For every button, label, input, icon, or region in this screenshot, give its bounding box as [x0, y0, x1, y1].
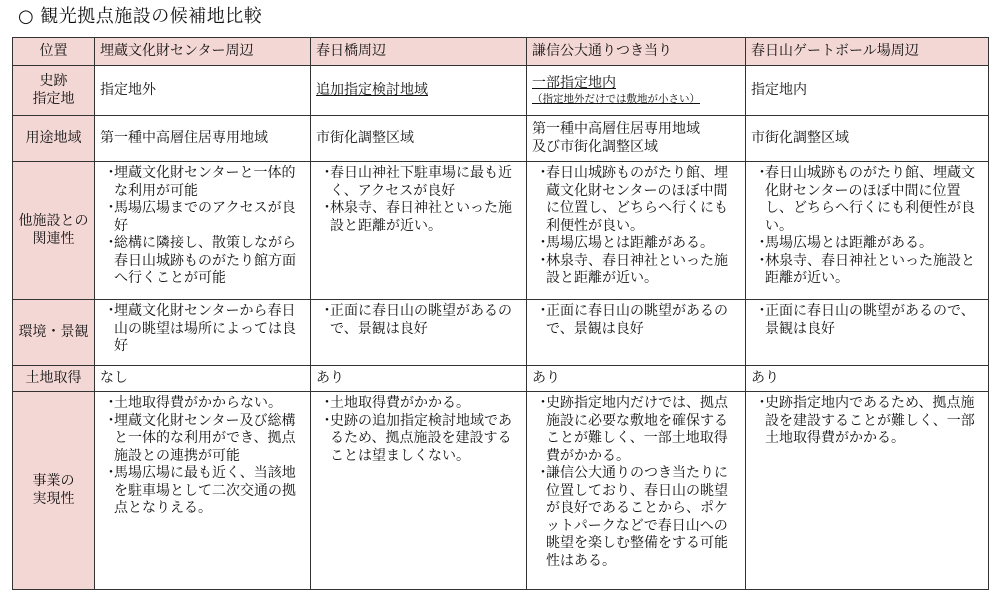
row-zoning: [13, 116, 989, 162]
cell-landscape-3: [527, 300, 746, 366]
cell-land-4: あり: [746, 366, 989, 392]
bullet-item: ・ 土地取得費がかからない。: [100, 395, 305, 413]
cell-zoning-1: 第一種中高層住居専用地域: [95, 116, 311, 162]
cell-historic-4: 指定地内: [746, 66, 989, 116]
bullet-item: ・ 林泉寺、春日神社といった施設と距離が近い。: [316, 200, 521, 235]
row-label-zoning: 用途地域: [13, 116, 95, 162]
bullet-item: ・ 史跡指定地内だけでは、拠点施設に必要な敷地を確保することが難しく、一部土地取得費がかかる。: [532, 395, 740, 465]
bullet-item: ・ 謙信公大通りのつき当たりに位置しており、春日山の眺望が良好であることから、ポケットパークなどで春日山への眺望を楽しむ整備をする可能性はある。: [532, 465, 740, 570]
row-land-acquisition: [13, 366, 989, 392]
bullet-item: ・ 馬場広場とは距離がある。: [532, 235, 740, 253]
bullet-item: ・ 林泉寺、春日神社といった施設と距離が近い。: [532, 253, 740, 288]
cell-landscape-4: [746, 300, 989, 366]
bullet-item: ・ 史跡の追加指定検討地域であるため、拠点施設を建設することは望ましくない。: [316, 413, 521, 466]
row-label-land: 土地取得: [13, 366, 95, 392]
cell-landscape-2: [311, 300, 527, 366]
bullet-item: ・ 史跡指定地内であるため、拠点施設を建設することが難しく、一部土地取得費がかかる。: [751, 395, 983, 448]
cell-relation-3: [527, 162, 746, 300]
cell-landscape-1: [95, 300, 311, 366]
cell-land-3: あり: [527, 366, 746, 392]
row-label-relation: 他施設との 関連性: [13, 162, 95, 300]
row-feasibility: [13, 392, 989, 590]
cell-historic-2: 追加指定検討地域: [311, 66, 527, 116]
page-title: 観光拠点施設の候補地比較: [40, 6, 263, 27]
cell-zoning-4: 市街化調整区域: [746, 116, 989, 162]
cell-zoning-2: 市街化調整区域: [311, 116, 527, 162]
bullet-item: ・ 正面に春日山の眺望があるので、景観は良好: [316, 303, 521, 338]
circle-mark-icon: ○: [18, 6, 35, 27]
cell-feasibility-4: [746, 392, 989, 590]
header-row: [13, 38, 989, 66]
bullet-item: ・ 馬場広場に最も近く、当該地を駐車場として二次交通の拠点となりえる。: [100, 465, 305, 518]
header-site-4: 春日山ゲートボール場周辺: [746, 38, 989, 66]
bullet-item: ・ 林泉寺、春日神社といった施設と距離が近い。: [751, 253, 983, 288]
bullet-item: ・ 春日山城跡ものがたり館、埋蔵文化財センターのほぼ中間に位置し、どちらへ行くにも利便性が良い。: [751, 165, 983, 235]
row-label-feasibility: 事業の 実現性: [13, 392, 95, 590]
bullet-item: ・ 春日山城跡ものがたり館、埋蔵文化財センターのほぼ中間に位置し、どちらへ行くにも利便性が良い。: [532, 165, 740, 235]
bullet-item: ・ 春日山神社下駐車場に最も近く、アクセスが良好: [316, 165, 521, 200]
bullet-item: ・ 馬場広場とは距離がある。: [751, 235, 983, 253]
cell-land-2: あり: [311, 366, 527, 392]
candidate-comparison-table: [12, 37, 989, 590]
row-label-landscape: 環境・景観: [13, 300, 95, 366]
row-relation: [13, 162, 989, 300]
cell-feasibility-1: [95, 392, 311, 590]
cell-feasibility-3: [527, 392, 746, 590]
row-landscape: [13, 300, 989, 366]
row-label-historic: 史跡 指定地: [13, 66, 95, 116]
row-historic-site: [13, 66, 989, 116]
bullet-item: ・ 埋蔵文化財センターから春日山の眺望は場所によっては良好: [100, 303, 305, 356]
cell-relation-2: [311, 162, 527, 300]
cell-relation-4: [746, 162, 989, 300]
cell-feasibility-2: [311, 392, 527, 590]
cell-relation-1: [95, 162, 311, 300]
bullet-item: ・ 総構に隣接し、散策しながら春日山城跡ものがたり館方面へ行くことが可能: [100, 235, 305, 288]
bullet-item: ・ 正面に春日山の眺望があるので、景観は良好: [532, 303, 740, 338]
bullet-item: ・ 埋蔵文化財センター及び総構と一体的な利用ができ、拠点施設との連携が可能: [100, 413, 305, 466]
header-site-3: 謙信公大通りつき当り: [527, 38, 746, 66]
cell-zoning-3: 第一種中高層住居専用地域 及び市街化調整区域: [527, 116, 746, 162]
bullet-item: ・ 馬場広場までのアクセスが良好: [100, 200, 305, 235]
header-position: 位置: [13, 38, 95, 66]
page-heading: [18, 6, 262, 28]
bullet-item: ・ 埋蔵文化財センターと一体的な利用が可能: [100, 165, 305, 200]
header-site-1: 埋蔵文化財センター周辺: [95, 38, 311, 66]
bullet-item: ・ 土地取得費がかかる。: [316, 395, 521, 413]
bullet-item: ・ 正面に春日山の眺望があるので、景観は良好: [751, 303, 983, 338]
cell-land-1: なし: [95, 366, 311, 392]
header-site-2: 春日橋周辺: [311, 38, 527, 66]
cell-historic-1: 指定地外: [95, 66, 311, 116]
cell-historic-3: 一部指定地内 （指定地外だけでは敷地が小さい）: [527, 66, 746, 116]
